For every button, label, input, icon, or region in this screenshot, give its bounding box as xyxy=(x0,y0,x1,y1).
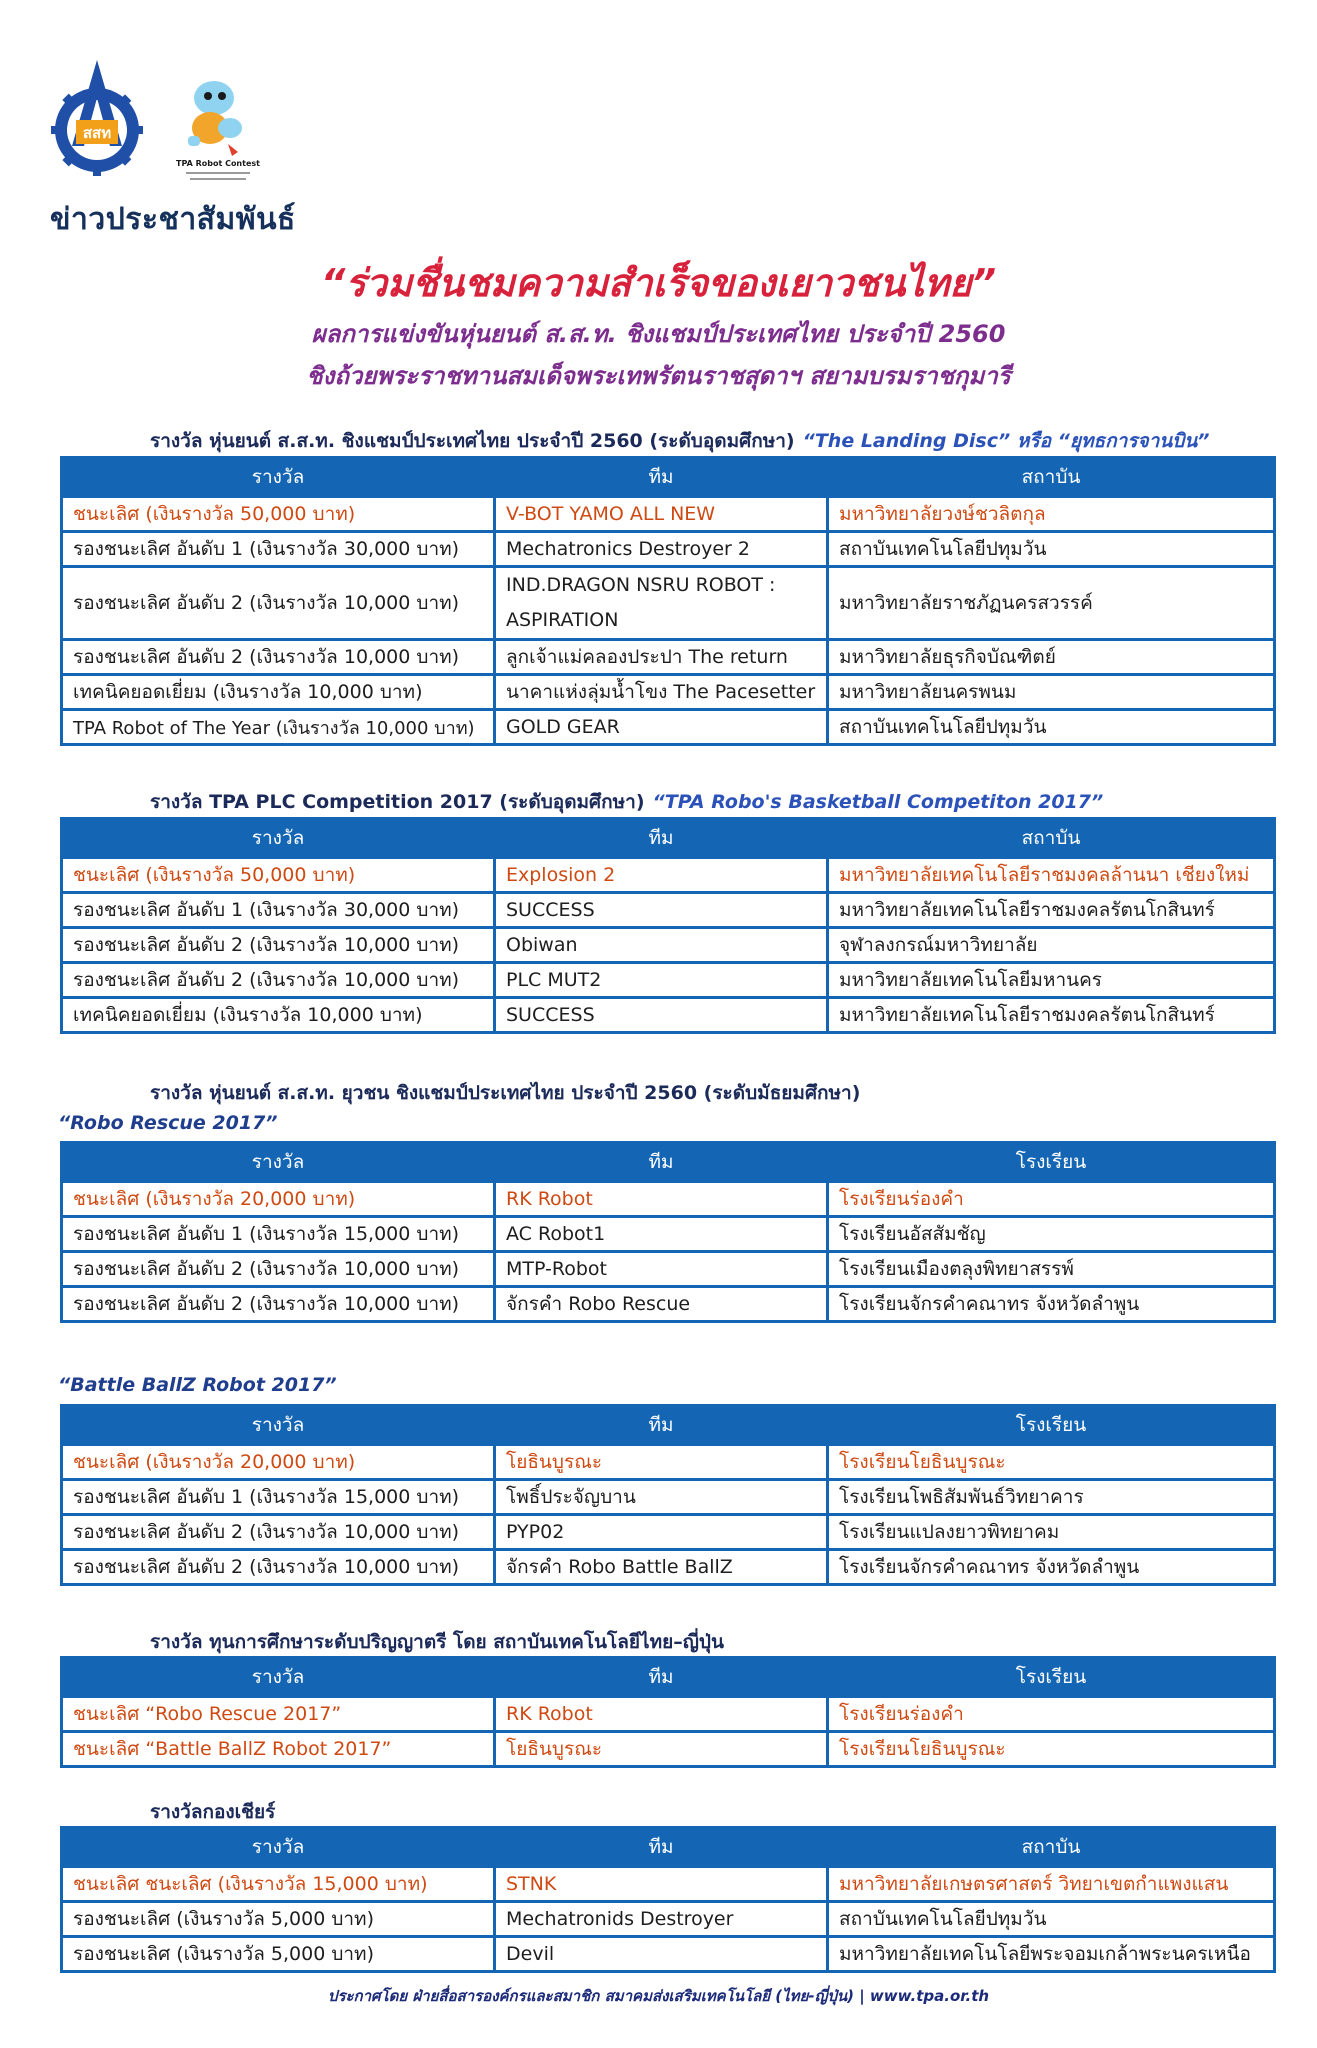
award-table-4 xyxy=(60,1404,1276,1586)
award-cell: เทคนิคยอดเยี่ยม (เงินรางวัล 10,000 บาท) xyxy=(63,676,493,708)
logo-group xyxy=(50,58,310,188)
table-row xyxy=(63,999,1273,1031)
award-cell: ชนะเลิศ (เงินรางวัล 20,000 บาท) xyxy=(63,1446,493,1478)
institution-cell: มหาวิทยาลัยเทคโนโลยีราชมงคลรัตนโกสินทร์ xyxy=(829,894,1273,926)
section-subtitle-text: “TPA Robo's Basketball Competiton 2017” xyxy=(652,791,1104,813)
school-cell: โรงเรียนเมืองตลุงพิทยาสรรพ์ xyxy=(829,1253,1273,1285)
table-row xyxy=(63,676,1273,708)
school-cell: โรงเรียนโยธินบูรณะ xyxy=(829,1733,1273,1765)
team-cell: ลูกเจ้าแม่คลองประปา The return xyxy=(496,641,826,673)
award-cell: ชนะเลิศ “Robo Rescue 2017” xyxy=(63,1698,493,1730)
school-cell: โรงเรียนโพธิสัมพันธ์วิทยาคาร xyxy=(829,1481,1273,1513)
footer-announcement: ประกาศโดย ฝ่ายสื่อสารองค์กรและสมาชิก สมาคมส่งเสริมเทคโนโลยี (ไทย-ญี่ปุ่น) | www.tpa.or.th xyxy=(327,1987,990,2005)
section-5-title: รางวัล ทุนการศึกษาระดับปริญญาตรี โดย สถาบันเทคโนโลยีไทย–ญี่ปุ่น xyxy=(150,1631,724,1653)
award-cell: รองชนะเลิศ อันดับ 1 (เงินรางวัล 15,000 บาท) xyxy=(63,1218,493,1250)
team-cell: AC Robot1 xyxy=(496,1218,826,1250)
header-award: รางวัล xyxy=(63,1407,493,1443)
school-cell: โรงเรียนอัสสัมชัญ xyxy=(829,1218,1273,1250)
section-1-title xyxy=(150,426,1210,456)
section-title-text: รางวัล หุ่นยนต์ ส.ส.ท. ชิงแชมป์ประเทศไทย ประจำปี 2560 (ระดับอุดมศึกษา) xyxy=(150,430,795,452)
team-cell: จักรคำ Robo Rescue xyxy=(496,1288,826,1320)
team-cell: Explosion 2 xyxy=(496,859,826,891)
table-row xyxy=(63,1938,1273,1970)
header-award: รางวัล xyxy=(63,459,493,495)
award-cell: ชนะเลิศ (เงินรางวัล 20,000 บาท) xyxy=(63,1183,493,1215)
school-cell: โรงเรียนจักรคำคณาทร จังหวัดลำพูน xyxy=(829,1288,1273,1320)
section-title-text: รางวัล TPA PLC Competition 2017 (ระดับอุดมศึกษา) xyxy=(150,791,645,813)
institution-cell: มหาวิทยาลัยนครพนม xyxy=(829,676,1273,708)
team-cell: STNK xyxy=(496,1868,826,1900)
header-team: ทีม xyxy=(496,1829,826,1865)
school-cell: โรงเรียนจักรคำคณาทร จังหวัดลำพูน xyxy=(829,1551,1273,1583)
award-cell: รองชนะเลิศ อันดับ 2 (เงินรางวัล 10,000 บาท) xyxy=(63,1551,493,1583)
table-header-row xyxy=(63,820,1273,856)
header-team: ทีม xyxy=(496,459,826,495)
award-cell: รองชนะเลิศ อันดับ 2 (เงินรางวัล 10,000 บาท) xyxy=(63,929,493,961)
team-cell: Mechatronics Destroyer 2 xyxy=(496,533,826,565)
table-row xyxy=(63,894,1273,926)
header-team: ทีม xyxy=(496,1659,826,1695)
section-subtitle-text: “The Landing Disc” หรือ “ยุทธการจานบิน” xyxy=(802,430,1210,452)
team-cell: โยธินบูรณะ xyxy=(496,1733,826,1765)
header-institution: สถาบัน xyxy=(829,820,1273,856)
table-row xyxy=(63,1253,1273,1285)
team-cell: นาคาแห่งลุ่มน้ำโขง The Pacesetter xyxy=(496,676,826,708)
robot-logo-caption: TPA Robot Contest xyxy=(176,159,260,168)
award-table-3 xyxy=(60,1141,1276,1323)
institution-cell: มหาวิทยาลัยเทคโนโลยีราชมงคลรัตนโกสินทร์ xyxy=(829,999,1273,1031)
table-row xyxy=(63,859,1273,891)
award-cell: ชนะเลิศ (เงินรางวัล 50,000 บาท) xyxy=(63,498,493,530)
page-subtitle-1: ผลการแข่งขันหุ่นยนต์ ส.ส.ท. ชิงแชมป์ประเทศไทย ประจำปี 2560 xyxy=(311,320,1006,348)
award-cell: รองชนะเลิศ อันดับ 1 (เงินรางวัล 30,000 บาท) xyxy=(63,533,493,565)
section-6-title: รางวัลกองเชียร์ xyxy=(150,1801,276,1823)
team-cell: PLC MUT2 xyxy=(496,964,826,996)
award-table-5 xyxy=(60,1656,1276,1768)
team-cell: IND.DRAGON NSRU ROBOT : ASPIRATION xyxy=(496,568,826,638)
team-cell: RK Robot xyxy=(496,1698,826,1730)
table-row xyxy=(63,1481,1273,1513)
table-row xyxy=(63,533,1273,565)
table-row xyxy=(63,641,1273,673)
table-row xyxy=(63,1516,1273,1548)
team-cell: V-BOT YAMO ALL NEW xyxy=(496,498,826,530)
team-cell: SUCCESS xyxy=(496,894,826,926)
institution-cell: จุฬาลงกรณ์มหาวิทยาลัย xyxy=(829,929,1273,961)
section-3-title: รางวัล หุ่นยนต์ ส.ส.ท. ยุวชน ชิงแชมป์ประเทศไทย ประจำปี 2560 (ระดับมัธยมศึกษา) xyxy=(150,1082,861,1104)
section-2-title xyxy=(150,787,1103,817)
institution-cell: มหาวิทยาลัยเทคโนโลยีมหานคร xyxy=(829,964,1273,996)
institution-cell: มหาวิทยาลัยเทคโนโลยีพระจอมเกล้าพระนครเหนือ xyxy=(829,1938,1273,1970)
tpa-gear-logo xyxy=(50,58,145,178)
award-cell: รองชนะเลิศ อันดับ 2 (เงินรางวัล 10,000 บาท) xyxy=(63,568,493,638)
school-cell: โรงเรียนแปลงยาวพิทยาคม xyxy=(829,1516,1273,1548)
table-row xyxy=(63,1868,1273,1900)
team-cell: Obiwan xyxy=(496,929,826,961)
header-award: รางวัล xyxy=(63,1829,493,1865)
award-cell: รองชนะเลิศ อันดับ 1 (เงินรางวัล 30,000 บาท) xyxy=(63,894,493,926)
robot-mascot-logo xyxy=(168,76,268,188)
award-table-2 xyxy=(60,817,1276,1034)
table-header-row xyxy=(63,1659,1273,1695)
award-cell: ชนะเลิศ “Battle BallZ Robot 2017” xyxy=(63,1733,493,1765)
header-team: ทีม xyxy=(496,1407,826,1443)
table-row xyxy=(63,1183,1273,1215)
award-cell: รองชนะเลิศ อันดับ 1 (เงินรางวัล 15,000 บาท) xyxy=(63,1481,493,1513)
table-row xyxy=(63,1698,1273,1730)
award-table-6 xyxy=(60,1826,1276,1973)
award-cell: รองชนะเลิศ อันดับ 2 (เงินรางวัล 10,000 บาท) xyxy=(63,1253,493,1285)
team-cell: โยธินบูรณะ xyxy=(496,1446,826,1478)
header-institution: สถาบัน xyxy=(829,459,1273,495)
header-school: โรงเรียน xyxy=(829,1407,1273,1443)
table-row xyxy=(63,1903,1273,1935)
header-school: โรงเรียน xyxy=(829,1659,1273,1695)
award-cell: รองชนะเลิศ อันดับ 2 (เงินรางวัล 10,000 บาท) xyxy=(63,964,493,996)
institution-cell: มหาวิทยาลัยเกษตรศาสตร์ วิทยาเขตกำแพงแสน xyxy=(829,1868,1273,1900)
institution-cell: สถาบันเทคโนโลยีปทุมวัน xyxy=(829,1903,1273,1935)
logo-text: สสท xyxy=(82,124,112,142)
header-team: ทีม xyxy=(496,820,826,856)
table-row xyxy=(63,929,1273,961)
team-cell: โพธิ์ประจัญบาน xyxy=(496,1481,826,1513)
table-header-row xyxy=(63,459,1273,495)
table-header-row xyxy=(63,1829,1273,1865)
award-cell: ชนะเลิศ (เงินรางวัล 50,000 บาท) xyxy=(63,859,493,891)
institution-cell: มหาวิทยาลัยเทคโนโลยีราชมงคลล้านนา เชียงใหม่ xyxy=(829,859,1273,891)
award-cell: เทคนิคยอดเยี่ยม (เงินรางวัล 10,000 บาท) xyxy=(63,999,493,1031)
award-cell: รองชนะเลิศ อันดับ 2 (เงินรางวัล 10,000 บาท) xyxy=(63,1288,493,1320)
school-cell: โรงเรียนโยธินบูรณะ xyxy=(829,1446,1273,1478)
award-cell: TPA Robot of The Year (เงินรางวัล 10,000 บาท) xyxy=(63,711,493,743)
table-row xyxy=(63,964,1273,996)
header-school: โรงเรียน xyxy=(829,1144,1273,1180)
team-cell: SUCCESS xyxy=(496,999,826,1031)
table-row xyxy=(63,1218,1273,1250)
page-subtitle-2: ชิงถ้วยพระราชทานสมเด็จพระเทพรัตนราชสุดาฯ สยามบรมราชกุมารี xyxy=(306,362,1011,390)
institution-cell: มหาวิทยาลัยราชภัฏนครสวรรค์ xyxy=(829,568,1273,638)
team-cell: Devil xyxy=(496,1938,826,1970)
table-header-row xyxy=(63,1407,1273,1443)
section-4-subtitle: “Battle BallZ Robot 2017” xyxy=(58,1374,337,1396)
header-institution: สถาบัน xyxy=(829,1829,1273,1865)
table-row xyxy=(63,1733,1273,1765)
table-row xyxy=(63,1288,1273,1320)
table-row xyxy=(63,568,1273,638)
press-release-label: ข่าวประชาสัมพันธ์ xyxy=(50,202,296,237)
institution-cell: สถาบันเทคโนโลยีปทุมวัน xyxy=(829,533,1273,565)
table-row xyxy=(63,711,1273,743)
team-cell: จักรคำ Robo Battle BallZ xyxy=(496,1551,826,1583)
team-cell: PYP02 xyxy=(496,1516,826,1548)
table-row xyxy=(63,1446,1273,1478)
award-cell: รองชนะเลิศ (เงินรางวัล 5,000 บาท) xyxy=(63,1903,493,1935)
school-cell: โรงเรียนร่องคำ xyxy=(829,1698,1273,1730)
award-cell: ชนะเลิศ ชนะเลิศ (เงินรางวัล 15,000 บาท) xyxy=(63,1868,493,1900)
team-cell: Mechatronids Destroyer xyxy=(496,1903,826,1935)
award-table-1 xyxy=(60,456,1276,746)
team-cell: RK Robot xyxy=(496,1183,826,1215)
header-award: รางวัล xyxy=(63,1144,493,1180)
team-cell: GOLD GEAR xyxy=(496,711,826,743)
header-team: ทีม xyxy=(496,1144,826,1180)
institution-cell: สถาบันเทคโนโลยีปทุมวัน xyxy=(829,711,1273,743)
team-cell: MTP-Robot xyxy=(496,1253,826,1285)
award-cell: รองชนะเลิศ (เงินรางวัล 5,000 บาท) xyxy=(63,1938,493,1970)
table-row xyxy=(63,498,1273,530)
institution-cell: มหาวิทยาลัยวงษ์ชวลิตกุล xyxy=(829,498,1273,530)
award-cell: รองชนะเลิศ อันดับ 2 (เงินรางวัล 10,000 บาท) xyxy=(63,1516,493,1548)
award-cell: รองชนะเลิศ อันดับ 2 (เงินรางวัล 10,000 บาท) xyxy=(63,641,493,673)
table-header-row xyxy=(63,1144,1273,1180)
section-3-subtitle: “Robo Rescue 2017” xyxy=(58,1112,278,1134)
institution-cell: มหาวิทยาลัยธุรกิจบัณฑิตย์ xyxy=(829,641,1273,673)
page-title: “ร่วมชื่นชมความสำเร็จของเยาวชนไทย” xyxy=(320,261,997,305)
header-award: รางวัล xyxy=(63,820,493,856)
school-cell: โรงเรียนร่องคำ xyxy=(829,1183,1273,1215)
header-award: รางวัล xyxy=(63,1659,493,1695)
table-row xyxy=(63,1551,1273,1583)
